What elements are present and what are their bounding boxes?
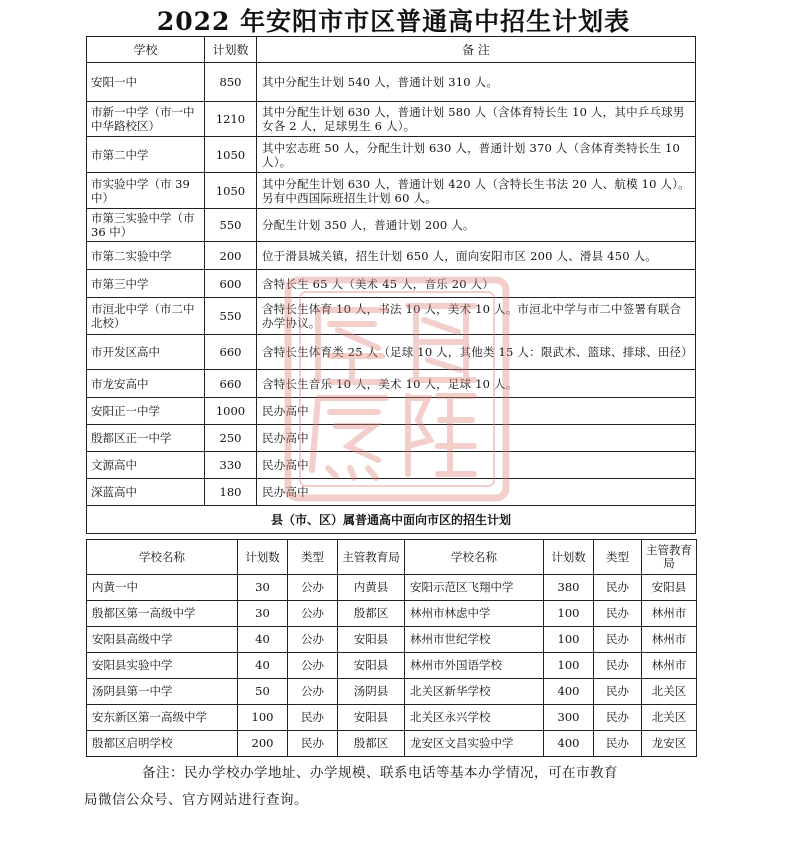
table-row: [87, 627, 697, 653]
bureau: 林州市: [642, 601, 697, 627]
school-type: 民办: [594, 731, 642, 757]
header-count: 计划数: [544, 540, 594, 575]
table-row: [87, 173, 696, 209]
school-name: 市龙安高中: [87, 370, 205, 398]
table-row: [87, 209, 696, 242]
table-header-row: [87, 37, 696, 63]
plan-count: 50: [238, 679, 288, 705]
table-row: [87, 479, 696, 506]
school-name: 殷都区启明学校: [87, 731, 238, 757]
remark: 含特长生 65 人（美术 45 人，音乐 20 人）: [257, 270, 696, 298]
plan-count: 400: [544, 731, 594, 757]
bureau: 内黄县: [338, 575, 405, 601]
school-type: 公办: [288, 601, 338, 627]
bureau: 林州市: [642, 653, 697, 679]
school-name: 市第二实验中学: [87, 242, 205, 270]
remark: 民办高中: [257, 452, 696, 479]
school-name: 安阳示范区飞翔中学: [405, 575, 544, 601]
remark: 含特长生体育类 25 人（足球 10 人，其他类 15 人：限武术、篮球、排球、田径）: [257, 335, 696, 370]
header-type: 类型: [288, 540, 338, 575]
header-note: 备 注: [257, 37, 696, 63]
school-name: 深蓝高中: [87, 479, 205, 506]
plan-count: 40: [238, 653, 288, 679]
bureau: 林州市: [642, 627, 697, 653]
header-count: 计划数: [238, 540, 288, 575]
footnote-line: 局微信公众号、官方网站进行查询。: [84, 792, 308, 808]
school-name: 内黄一中: [87, 575, 238, 601]
plan-count: 100: [238, 705, 288, 731]
remark: 位于滑县城关镇，招生计划 650 人，面向安阳市区 200 人、滑县 450 人。: [257, 242, 696, 270]
bureau: 安阳县: [642, 575, 697, 601]
table-row: [87, 425, 696, 452]
table-row: [87, 705, 697, 731]
table-row: [87, 63, 696, 102]
school-name: 林州市林虑中学: [405, 601, 544, 627]
school-name: 市开发区高中: [87, 335, 205, 370]
section-title: 县（市、区）属普通高中面向市区的招生计划: [87, 506, 696, 534]
county-plan-table: [86, 539, 697, 757]
table-row: [87, 102, 696, 137]
footnote-line: 备注：民办学校办学地址、办学规模、联系电话等基本办学情况，可在市教育: [142, 765, 618, 781]
school-name: 龙安区文昌实验中学: [405, 731, 544, 757]
school-type: 民办: [594, 679, 642, 705]
remark: 民办高中: [257, 479, 696, 506]
table-row: [87, 242, 696, 270]
header-bureau: 主管教育局: [642, 540, 697, 575]
school-name: 市第二中学: [87, 137, 205, 173]
school-name: 安阳县实验中学: [87, 653, 238, 679]
table-row: [87, 731, 697, 757]
plan-count: 1000: [205, 398, 257, 425]
school-type: 公办: [288, 679, 338, 705]
school-type: 民办: [594, 653, 642, 679]
school-type: 民办: [288, 731, 338, 757]
plan-count: 250: [205, 425, 257, 452]
plan-count: 600: [205, 270, 257, 298]
school-type: 民办: [288, 705, 338, 731]
bureau: 龙安区: [642, 731, 697, 757]
bureau: 安阳县: [338, 705, 405, 731]
school-name: 林州市世纪学校: [405, 627, 544, 653]
remark: 分配生计划 350 人，普通计划 200 人。: [257, 209, 696, 242]
school-name: 殷都区第一高级中学: [87, 601, 238, 627]
main-plan-table: [86, 36, 696, 534]
plan-count: 100: [544, 601, 594, 627]
school-name: 市新一中学（市一中中华路校区）: [87, 102, 205, 137]
table-row: [87, 575, 697, 601]
school-type: 民办: [594, 575, 642, 601]
plan-count: 660: [205, 370, 257, 398]
plan-count: 1050: [205, 173, 257, 209]
table-row: [87, 601, 697, 627]
table-row: [87, 298, 696, 335]
school-type: 民办: [594, 601, 642, 627]
bureau: 汤阴县: [338, 679, 405, 705]
bureau: 北关区: [642, 705, 697, 731]
page-title: 2022 年安阳市市区普通高中招生计划表: [156, 7, 631, 36]
plan-count: 200: [205, 242, 257, 270]
school-type: 公办: [288, 575, 338, 601]
remark: 含特长生体育 10 人，书法 10 人，美术 10 人。市洹北中学与市二中签署有联合办学协议。: [257, 298, 696, 335]
plan-count: 400: [544, 679, 594, 705]
school-name: 北关区永兴学校: [405, 705, 544, 731]
table-row: [87, 370, 696, 398]
school-name: 北关区新华学校: [405, 679, 544, 705]
school-name: 殷都区正一中学: [87, 425, 205, 452]
plan-count: 300: [544, 705, 594, 731]
plan-count: 100: [544, 653, 594, 679]
school-type: 民办: [594, 705, 642, 731]
school-name: 市洹北中学（市二中北校）: [87, 298, 205, 335]
table-row: [87, 653, 697, 679]
table-row: [87, 679, 697, 705]
school-name: 林州市外国语学校: [405, 653, 544, 679]
plan-count: 330: [205, 452, 257, 479]
plan-count: 1050: [205, 137, 257, 173]
bureau: 安阳县: [338, 653, 405, 679]
school-type: 民办: [594, 627, 642, 653]
plan-count: 30: [238, 575, 288, 601]
table-header-row: [87, 540, 697, 575]
table-row: [87, 335, 696, 370]
table-row: [87, 398, 696, 425]
plan-count: 200: [238, 731, 288, 757]
school-name: 市第三中学: [87, 270, 205, 298]
school-name: 安阳正一中学: [87, 398, 205, 425]
bureau: 殷都区: [338, 601, 405, 627]
plan-count: 850: [205, 63, 257, 102]
school-name: 市第三实验中学（市 36 中）: [87, 209, 205, 242]
remark: 其中分配生计划 630 人，普通计划 420 人（含特长生书法 20 人、航模 10 人）。另有中西国际班招生计划 60 人。: [257, 173, 696, 209]
table-row: [87, 137, 696, 173]
plan-count: 40: [238, 627, 288, 653]
remark: 民办高中: [257, 425, 696, 452]
plan-count: 550: [205, 298, 257, 335]
school-name: 安东新区第一高级中学: [87, 705, 238, 731]
school-type: 公办: [288, 653, 338, 679]
remark: 其中分配生计划 540 人，普通计划 310 人。: [257, 63, 696, 102]
school-name: 文源高中: [87, 452, 205, 479]
header-bureau: 主管教育局: [338, 540, 405, 575]
plan-count: 380: [544, 575, 594, 601]
bureau: 北关区: [642, 679, 697, 705]
plan-count: 1210: [205, 102, 257, 137]
plan-count: 550: [205, 209, 257, 242]
header-school: 学校: [87, 37, 205, 63]
table-row: [87, 270, 696, 298]
plan-count: 660: [205, 335, 257, 370]
footnote: [84, 760, 688, 814]
bureau: 安阳县: [338, 627, 405, 653]
table-row: [87, 452, 696, 479]
school-name: 安阳一中: [87, 63, 205, 102]
remark: 含特长生音乐 10 人，美术 10 人，足球 10 人。: [257, 370, 696, 398]
header-type: 类型: [594, 540, 642, 575]
school-type: 公办: [288, 627, 338, 653]
plan-count: 180: [205, 479, 257, 506]
remark: 其中分配生计划 630 人，普通计划 580 人（含体育特长生 10 人，其中乒乓球男女各 2 人，足球男生 6 人）。: [257, 102, 696, 137]
header-school-name: 学校名称: [405, 540, 544, 575]
remark: 其中宏志班 50 人，分配生计划 630 人，普通计划 370 人（含体育类特长生 10 人）。: [257, 137, 696, 173]
remark: 民办高中: [257, 398, 696, 425]
header-school-name: 学校名称: [87, 540, 238, 575]
bureau: 殷都区: [338, 731, 405, 757]
school-name: 汤阴县第一中学: [87, 679, 238, 705]
school-name: 市实验中学（市 39 中）: [87, 173, 205, 209]
section-title-row: [87, 506, 696, 534]
header-count: 计划数: [205, 37, 257, 63]
plan-count: 100: [544, 627, 594, 653]
plan-count: 30: [238, 601, 288, 627]
school-name: 安阳县高级中学: [87, 627, 238, 653]
